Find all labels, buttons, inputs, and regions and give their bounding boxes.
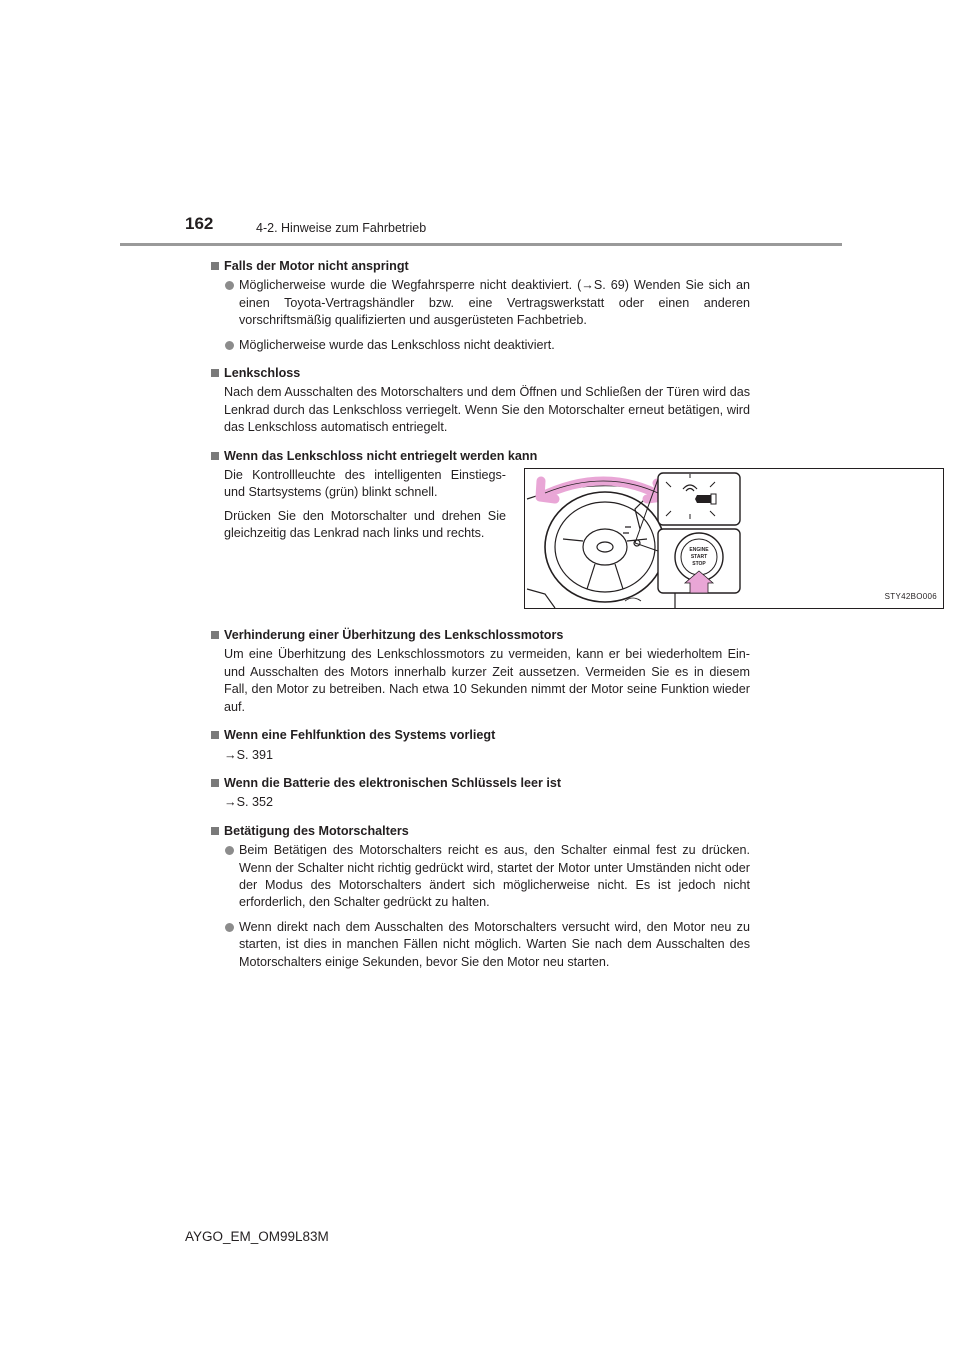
button-line-1: ENGINE xyxy=(689,547,709,554)
para-press-and-turn: Drücken Sie den Motorschalter und drehen Sie gleichzeitig das Lenkrad nach links und rechts. xyxy=(224,508,506,541)
heading-engine-switch-operation: Betätigung des Motorschalters xyxy=(210,823,750,840)
bullet-restart-wait: Wenn direkt nach dem Ausschalten des Motorschalters versucht wird, den Motor neu zu starten, ist dies in manchen Fällen nicht möglich. Warten Sie nach dem Ausschalten des Motorschalters einige Sekunden, bevor Sie den Motor neu starten. xyxy=(210,919,750,971)
figure-illustration xyxy=(524,468,944,609)
figure-row xyxy=(210,467,937,623)
engine-start-button-icon xyxy=(658,529,740,593)
heading-lock-not-released: Wenn das Lenkschloss nicht entriegelt werden kann xyxy=(210,448,750,465)
heading-overheat-prevention: Verhinderung einer Überhitzung des Lenkschlossmotors xyxy=(210,627,750,644)
figure-code: STY42BO006 xyxy=(884,591,937,601)
footer-doc-code: AYGO_EM_OM99L83M xyxy=(185,1229,329,1244)
header-rule xyxy=(120,243,842,246)
heading-system-malfunction: Wenn eine Fehlfunktion des Systems vorliegt xyxy=(210,727,750,744)
heading-key-battery: Wenn die Batterie des elektronischen Schlüssels leer ist xyxy=(210,775,750,792)
ref-key-battery[interactable]: →S. 352 xyxy=(224,795,274,810)
para-indicator-blinks: Die Kontrollleuchte des intelligenten Einstiegs- und Startsystems (grün) blinkt schnell. xyxy=(224,468,506,500)
illustration-svg xyxy=(525,469,943,608)
figure-text xyxy=(224,467,506,549)
bullet-press-once: Beim Betätigen des Motorschalters reicht es aus, den Schalter einmal fest zu drücken. Wenn der Schalter nicht richtig gedrückt wird, startet der Motor unter Umständen nicht oder der Modus des Motorschalters ändert sich möglicherweise nicht. Es ist jedoch nicht erforderlich, den Schalter gedrückt zu halten. xyxy=(210,842,750,912)
rotation-arrow xyxy=(540,481,663,499)
heading-engine-not-starting: Falls der Motor nicht anspringt xyxy=(210,258,750,275)
para-steering-lock: Nach dem Ausschalten des Motorschalters und dem Öffnen und Schließen der Türen wird das Lenkrad durch das Lenkschloss verriegelt. Wenn Sie den Motorschalter erneut betätigen, wird das Lenkschloss automatisch entriegelt. xyxy=(224,385,750,435)
page-number: 162 xyxy=(185,214,214,233)
bullet-steering-lock: Möglicherweise wurde das Lenkschloss nicht deaktiviert. xyxy=(210,337,750,354)
para-overheat-prevention: Um eine Überhitzung des Lenkschlossmotors zu vermeiden, kann er bei wiederholtem Ein- und Ausschalten des Motors innerhalb kurzer Zeit aussetzen. Vermeiden Sie es in diesem Fall, den Motor zu betreiben. Nach etwa 10 Sekunden nimmt der Motor seine Funktion wieder auf. xyxy=(224,647,750,714)
button-line-3: STOP xyxy=(692,561,706,568)
button-line-2: START xyxy=(690,554,708,561)
ref-system-malfunction[interactable]: →S. 391 xyxy=(224,747,274,762)
indicator-light-icon xyxy=(658,473,740,525)
bullet-immobilizer: Möglicherweise wurde die Wegfahrsperre nicht deaktiviert. (→S. 69) Wenden Sie sich an einen Toyota-Vertragshändler bzw. eine Vertragswerkstatt oder einen anderen vorschriftsmäßig qualifizierten und ausgerüsteten Fachbetrieb. xyxy=(210,277,750,329)
section-title: 4-2. Hinweise zum Fahrbetrieb xyxy=(256,221,427,235)
heading-steering-lock: Lenkschloss xyxy=(210,365,750,382)
main-content xyxy=(210,254,937,973)
